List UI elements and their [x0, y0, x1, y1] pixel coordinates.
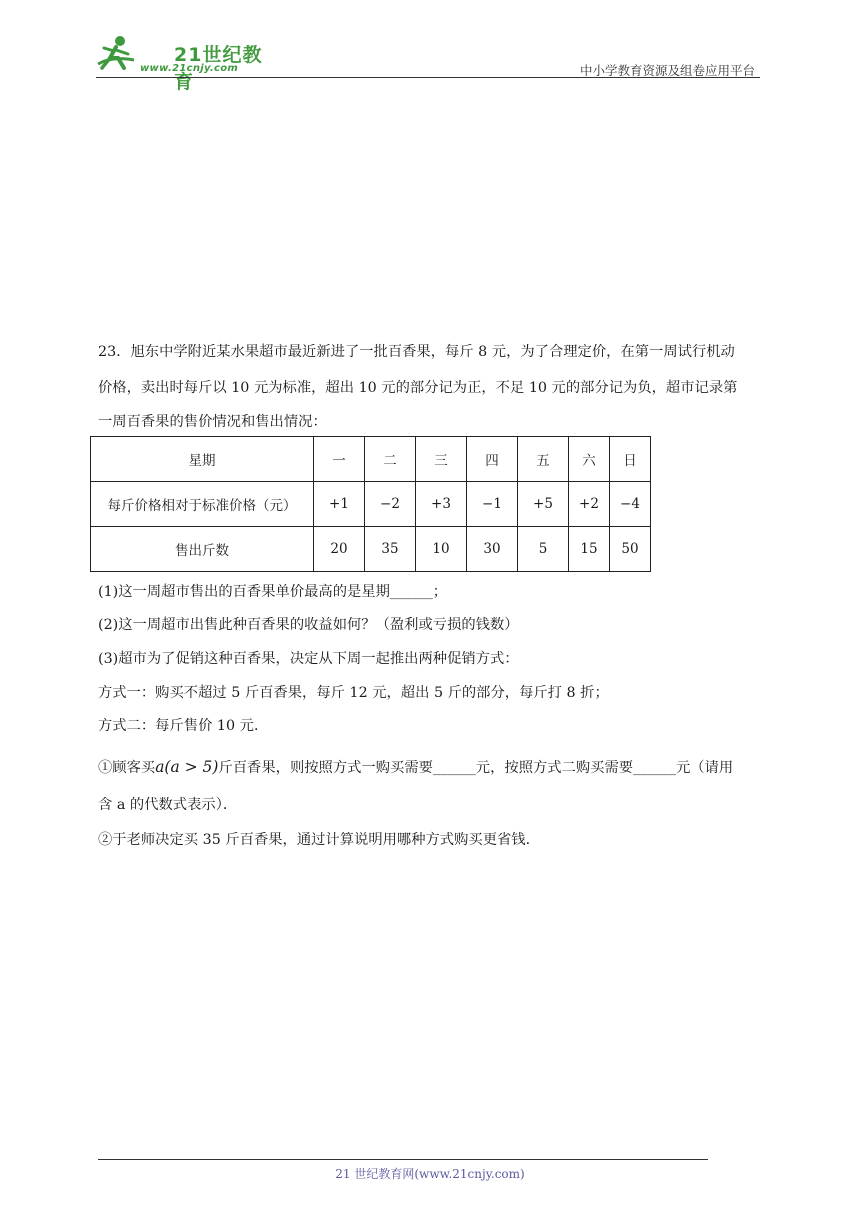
table-cell: 10 [416, 527, 467, 572]
math-expression: a(a > 5) [155, 758, 219, 776]
question-intro-line-3: 一周百香果的售价情况和售出情况： [98, 414, 327, 430]
table-cell: 二 [365, 437, 416, 482]
header-divider [96, 77, 760, 78]
table-cell: 30 [467, 527, 518, 572]
sub-question-2: ②于老师决定买 35 斤百香果，通过计算说明用哪种方式购买更省钱． [98, 832, 540, 848]
table-cell: 20 [314, 527, 365, 572]
table-row [91, 482, 651, 527]
question-intro-line-2: 价格，卖出时每斤以 10 元为标准，超出 10 元的部分记为正，不足 10 元的部分记为负，超市记录第 [98, 380, 738, 396]
table-cell: 三 [416, 437, 467, 482]
question-intro-line-1: 23．旭东中学附近某水果超市最近新进了一批百香果，每斤 8 元，为了合理定价，在第一周试行机动 [98, 344, 735, 360]
promotion-method-1: 方式一：购买不超过 5 斤百香果，每斤 12 元，超出 5 斤的部分，每斤打 8 折； [98, 685, 609, 701]
sub-question-1-line-2: 含 a 的代数式表示）． [98, 797, 238, 813]
question-part-3: (3)超市为了促销这种百香果，决定从下周一起推出两种促销方式： [98, 651, 519, 667]
table-cell: 5 [518, 527, 569, 572]
table-cell: 50 [610, 527, 651, 572]
footer-text: 21 世纪教育网(www.21cnjy.com) [335, 1167, 525, 1181]
sub-question-1 [98, 757, 733, 778]
table-cell: 15 [569, 527, 610, 572]
table-cell: 一 [314, 437, 365, 482]
sub-question-1-suffix: 斤百香果，则按照方式一购买需要______元，按照方式二购买需要______元（请用 [218, 760, 734, 776]
table-cell: 五 [518, 437, 569, 482]
question-part-1: (1)这一周超市售出的百香果单价最高的是星期______； [98, 584, 448, 600]
table-row [91, 437, 651, 482]
table-cell: 每斤价格相对于标准价格（元） [91, 482, 314, 527]
logo-text: 21世纪教育 [174, 44, 263, 93]
logo-url: www.21cnjy.com [140, 63, 239, 74]
footer-divider [98, 1159, 708, 1160]
table-cell: +1 [314, 482, 365, 527]
table-cell: −4 [610, 482, 651, 527]
table-cell: −2 [365, 482, 416, 527]
table-cell: 35 [365, 527, 416, 572]
runner-logo-icon [94, 34, 142, 76]
table-cell: +5 [518, 482, 569, 527]
question-part-2: (2)这一周超市出售此种百香果的收益如何？（盈利或亏损的钱数） [98, 617, 519, 633]
sub-question-1-prefix: ①顾客买 [98, 760, 156, 776]
table-cell: 六 [569, 437, 610, 482]
table-cell: −1 [467, 482, 518, 527]
table-cell: 四 [467, 437, 518, 482]
price-sales-table [90, 436, 651, 572]
platform-name: 中小学教育资源及组卷应用平台 [579, 63, 755, 78]
table-cell: +2 [569, 482, 610, 527]
table-cell: 星期 [91, 437, 314, 482]
promotion-method-2: 方式二：每斤售价 10 元． [98, 718, 269, 734]
site-logo [94, 34, 264, 93]
table-cell: 日 [610, 437, 651, 482]
table-cell: +3 [416, 482, 467, 527]
table-cell: 售出斤数 [91, 527, 314, 572]
table-row [91, 527, 651, 572]
